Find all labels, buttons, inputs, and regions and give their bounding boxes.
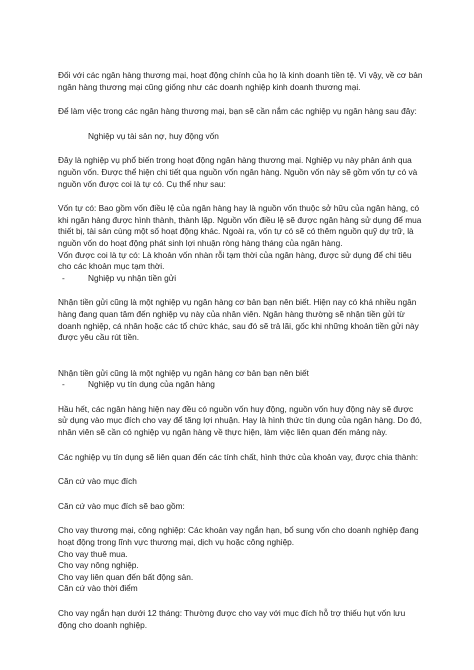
heading-liabilities: Nghiệp vụ tài sản nợ, huy động vốn <box>88 130 219 141</box>
heading-by-purpose: Căn cứ vào mục đích <box>58 476 137 487</box>
bullet-deposit: - Nghiệp vụ nhận tiền gửi <box>62 272 177 283</box>
paragraph-purpose-includes: Căn cứ vào mục đích sẽ bao gồm: <box>58 500 185 511</box>
bullet-deposit-label: Nghiệp vụ nhận tiền gửi <box>88 272 177 283</box>
paragraph-own-capital: Vốn tự có: Bao gồm vốn điều lệ của ngân hàng hay là nguồn vốn thuộc sở hữu của ngân hàng, có khi ngân hàng được hình thành, thành lập. Nguồn vốn điều lệ sẽ được ngân hàng sử dụng để mua thiết bị, tài sản cùng một số hoạt động khác. Ngoài ra, vốn tự có sẽ có thêm nguồn quỹ dự trữ, là nguồn vốn do hoạt động phát sinh lợi nhuận ròng hàng tháng của ngân hàng. <box>58 203 422 248</box>
paragraph-deposit: Nhận tiền gửi cũng là một nghiệp vụ ngân hàng cơ bản bạn nên biết. Hiện nay có khá nhiều ngân hàng đang quan tâm đến nghiệp vụ này của nhân viên. Ngân hàng thường sẽ nhận tiền gửi từ doanh nghiệp, cá nhân hoặc các tổ chức khác, sau đó sẽ trả lãi, gốc khi những khoản tiền gửi này được yêu cầu rút tiền. <box>58 297 419 343</box>
list-item-agriculture: Cho vay nông nghiệp. <box>58 560 139 571</box>
paragraph-loan-types: Các nghiệp vụ tín dụng sẽ liên quan đến các tính chất, hình thức của khoản vay, được chia thành: <box>58 451 419 462</box>
list-item-leasing: Cho vay thuê mua. <box>58 548 128 559</box>
bullet-credit-label: Nghiệp vụ tín dụng của ngân hàng <box>88 379 215 390</box>
paragraph-liabilities: Đây là nghiệp vụ phổ biến trong hoạt động ngân hàng thương mại. Nghiệp vụ này phản ánh qua nguồn vốn. Được thể hiện chi tiết qua nguồn vốn ngân hàng. Nguồn vốn này sẽ gồm vốn tự có và nguồn vốn được coi là tự có. Cụ thể như sau: <box>58 155 418 189</box>
list-item-by-time: Căn cứ vào thời điểm <box>58 583 138 594</box>
paragraph-intro: Đối với các ngân hàng thương mại, hoạt động chính của họ là kinh doanh tiền tệ. Vì vậy, về cơ bản ngân hàng thương mại cũng giống như các doanh nghiệp kinh doanh thương mại. <box>58 70 423 92</box>
paragraph-considered-capital: Vốn được coi là tự có: Là khoản vốn nhàn rỗi tạm thời của ngân hàng, được sử dụng để chi tiêu cho các khoản mục tạm thời. <box>58 249 412 272</box>
paragraph-credit: Hầu hết, các ngân hàng hiện nay đều có nguồn vốn huy động, nguồn vốn huy động này sẽ được sử dụng vào mục đích cho vay để tăng lợi nhuận. Hay là hình thức tín dụng của ngân hàng. Do đó, nhân viên sẽ cần có nghiệp vụ ngân hàng về thực hiện, làm việc liên quan đến mảng này. <box>58 403 422 438</box>
paragraph-requirements: Để làm việc trong các ngân hàng thương mại, bạn sẽ cần nắm các nghiệp vụ ngân hàng sau đây: <box>58 106 417 117</box>
paragraph-short-term-loan: Cho vay ngắn hạn dưới 12 tháng: Thường được cho vay với mục đích hỗ trợ thiếu hụt vốn lưu động cho doanh nghiệp. <box>58 608 406 630</box>
bullet-credit: - Nghiệp vụ tín dụng của ngân hàng <box>62 379 215 390</box>
paragraph-commercial-loan: Cho vay thương mại, công nghiệp: Các khoản vay ngắn hạn, bổ sung vốn cho doanh nghiệp đang hoạt động trong lĩnh vực thương mại, dịch vụ hoặc công nghiệp. <box>58 525 419 548</box>
list-item-real-estate: Cho vay liên quan đến bất động sản. <box>58 571 194 582</box>
paragraph-deposit-caption: Nhận tiền gửi cũng là một nghiệp vụ ngân hàng cơ bản bạn nên biết <box>58 367 309 378</box>
